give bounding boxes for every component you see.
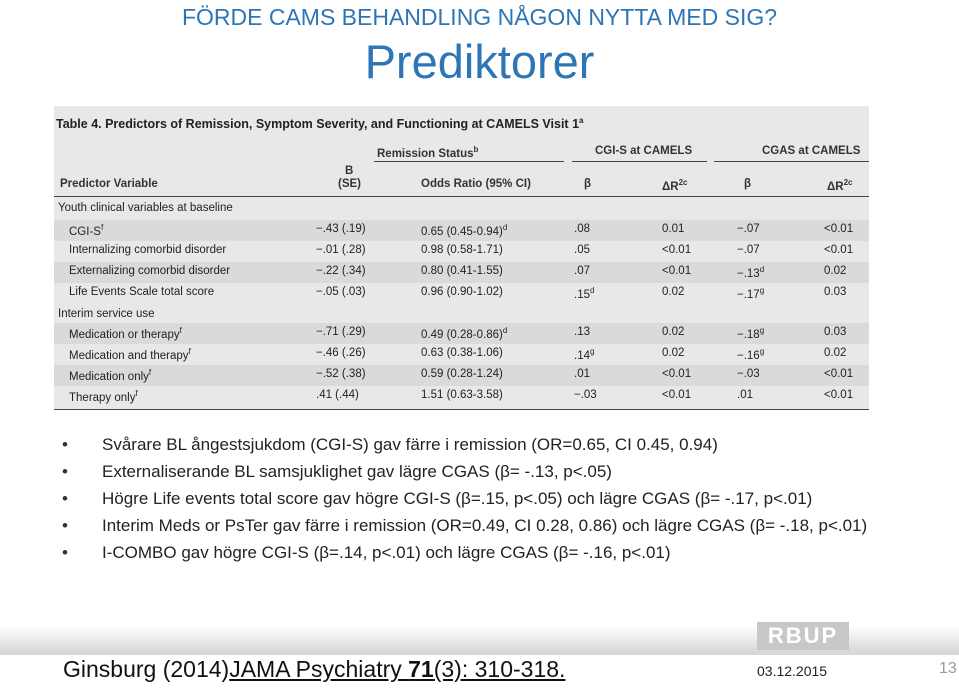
group-header-cgis: CGI-S at CAMELS <box>595 145 693 157</box>
col-header-beta-cgis: β <box>584 178 592 190</box>
col-header-se: (SE) <box>338 178 361 190</box>
row-label: CGI-$S^f$ <box>69 223 104 238</box>
cell-dr2-cgis: 0.01 <box>662 223 685 235</box>
col-header-odds-ratio: Odds Ratio (95% CI) <box>421 178 531 190</box>
cell-b-se: −.01 (.28) <box>316 244 366 256</box>
cell-beta-cgis: .08 <box>574 223 590 235</box>
col-header-dr2-cgas: $\Delta R^{2c}$ <box>827 178 853 193</box>
slide-page-number: 13 <box>939 660 957 677</box>
cell-beta-cgas: −.18$^g$ <box>737 326 765 341</box>
cell-beta-cgis: −.03 <box>574 389 597 401</box>
cell-odds-ratio: 0.80 (0.41-1.55) <box>421 265 503 277</box>
cell-odds-ratio: 0.49 $(0.28-0.86)^d$ <box>421 326 508 341</box>
bullet-item: • Externaliserande BL samsjuklighet gav lägre CGAS (β= -.13, p<.05) <box>62 462 612 481</box>
cell-dr2-cgis: 0.02 <box>662 286 685 298</box>
citation: Ginsburg (2014)JAMA Psychiatry 71(3): 310-318. <box>63 656 566 682</box>
group-rule-cgis <box>572 161 707 162</box>
group-rule-remission <box>374 161 564 162</box>
row-label: Medication or therapy$^f$ <box>69 326 182 341</box>
bullet-dot-icon: • <box>62 543 68 562</box>
cell-beta-cgis: .13 <box>574 326 590 338</box>
cell-b-se: −.46 (.26) <box>316 347 366 359</box>
cell-beta-cgas: −.07 <box>737 223 760 235</box>
group-header-cgas: CGAS at CAMELS <box>762 145 861 157</box>
cell-odds-ratio: 1.51 (0.63-3.58) <box>421 389 503 401</box>
cell-beta-cgis: .07 <box>574 265 590 277</box>
group-rule-cgas <box>714 161 869 162</box>
bullet-item: • Högre Life events total score gav högre CGI-S (β=.15, p<.05) och lägre CGAS (β= -.17, p<.01) <box>62 489 813 508</box>
cell-odds-ratio: 0.59 (0.28-1.24) <box>421 368 503 380</box>
section-label-baseline: Youth clinical variables at baseline <box>58 202 233 214</box>
cell-dr2-cgas: 0.02 <box>824 347 847 359</box>
cell-b-se: .41 (.44) <box>316 389 359 401</box>
row-label: Internalizing comorbid disorder <box>69 244 227 256</box>
bullet-list <box>62 434 952 569</box>
cell-odds-ratio: 0.63 (0.38-1.06) <box>421 347 503 359</box>
group-header-remission: Remission Status$^b$ <box>377 145 479 160</box>
cell-dr2-cgas: 0.03 <box>824 286 847 298</box>
cell-dr2-cgis: 0.02 <box>662 326 685 338</box>
cell-dr2-cgas: <0.01 <box>824 244 854 256</box>
slide-title: Prediktorer <box>364 35 595 88</box>
bullet-dot-icon: • <box>62 516 68 535</box>
cell-dr2-cgas: 0.02 <box>824 265 847 277</box>
col-header-predictor: Predictor Variable <box>60 178 158 190</box>
cell-dr2-cgis: <0.01 <box>662 244 692 256</box>
row-label: Medication only$^f$ <box>69 368 152 383</box>
bullet-dot-icon: • <box>62 435 68 454</box>
cell-dr2-cgas: <0.01 <box>824 368 854 380</box>
bottom-rule <box>54 409 869 410</box>
cell-beta-cgis: .01 <box>574 368 590 380</box>
cell-dr2-cgas: <0.01 <box>824 389 854 401</box>
slide-date: 03.12.2015 <box>757 663 828 679</box>
cell-b-se: −.05 (.03) <box>316 286 366 298</box>
section-label-interim: Interim service use <box>58 308 155 320</box>
cell-dr2-cgis: <0.01 <box>662 265 692 277</box>
cell-beta-cgas: −.03 <box>737 368 760 380</box>
header-rule <box>54 196 869 197</box>
cell-beta-cgas: −.13$^d$ <box>737 265 765 280</box>
cell-dr2-cgis: <0.01 <box>662 368 692 380</box>
row-label: Life Events Scale total score <box>69 286 215 298</box>
row-label: Therapy only$^f$ <box>69 389 138 404</box>
table-caption: Table 4. Predictors of Remission, Symptom Severity, and Functioning at CAMELS Visit 1$^a$ <box>56 116 584 132</box>
citation-link[interactable]: JAMA Psychiatry <box>229 656 409 682</box>
bullet-item: • Svårare BL ångestsjukdom (CGI-S) gav färre i remission (OR=0.65, CI 0.45, 0.94) <box>62 435 718 454</box>
cell-b-se: −.71 (.29) <box>316 326 366 338</box>
row-label: Medication and therapy$^f$ <box>69 347 191 362</box>
col-header-beta-cgas: β <box>744 178 752 190</box>
cell-odds-ratio: 0.65 $(0.45-0.94)^d$ <box>421 223 508 238</box>
row-label: Externalizing comorbid disorder <box>69 265 231 277</box>
slide-header-title: FÖRDE CAMS BEHANDLING NÅGON NYTTA MED SIG? <box>181 4 778 30</box>
cell-b-se: −.22 (.34) <box>316 265 366 277</box>
cell-beta-cgas: −.17$^g$ <box>737 286 765 301</box>
col-header-b: B <box>345 165 354 177</box>
bullet-dot-icon: • <box>62 489 68 508</box>
cell-b-se: −.52 (.38) <box>316 368 366 380</box>
cell-beta-cgis: .14$^g$ <box>574 347 595 362</box>
rbup-logo: RBUP <box>757 622 849 650</box>
cell-odds-ratio: 0.96 (0.90-1.02) <box>421 286 503 298</box>
cell-beta-cgas: −.07 <box>737 244 760 256</box>
cell-beta-cgis: .15$^d$ <box>574 286 595 301</box>
bullet-item: • I-COMBO gav högre CGI-S (β=.14, p<.01) och lägre CGAS (β= -.16, p<.01) <box>62 543 671 562</box>
cell-dr2-cgas: 0.03 <box>824 326 847 338</box>
predictor-table <box>54 106 869 410</box>
cell-beta-cgis: .05 <box>574 244 590 256</box>
cell-b-se: −.43 (.19) <box>316 223 366 235</box>
cell-beta-cgas: .01 <box>737 389 753 401</box>
bullet-dot-icon: • <box>62 462 68 481</box>
cell-dr2-cgis: <0.01 <box>662 389 692 401</box>
cell-dr2-cgas: <0.01 <box>824 223 854 235</box>
cell-beta-cgas: −.16$^g$ <box>737 347 765 362</box>
col-header-dr2-cgis: $\Delta R^{2c}$ <box>662 178 688 193</box>
bullet-item: • Interim Meds or PsTer gav färre i remission (OR=0.49, CI 0.28, 0.86) och lägre CGAS (β= -.18, p<.01) <box>62 516 868 535</box>
cell-odds-ratio: 0.98 (0.58-1.71) <box>421 244 503 256</box>
cell-dr2-cgis: 0.02 <box>662 347 685 359</box>
